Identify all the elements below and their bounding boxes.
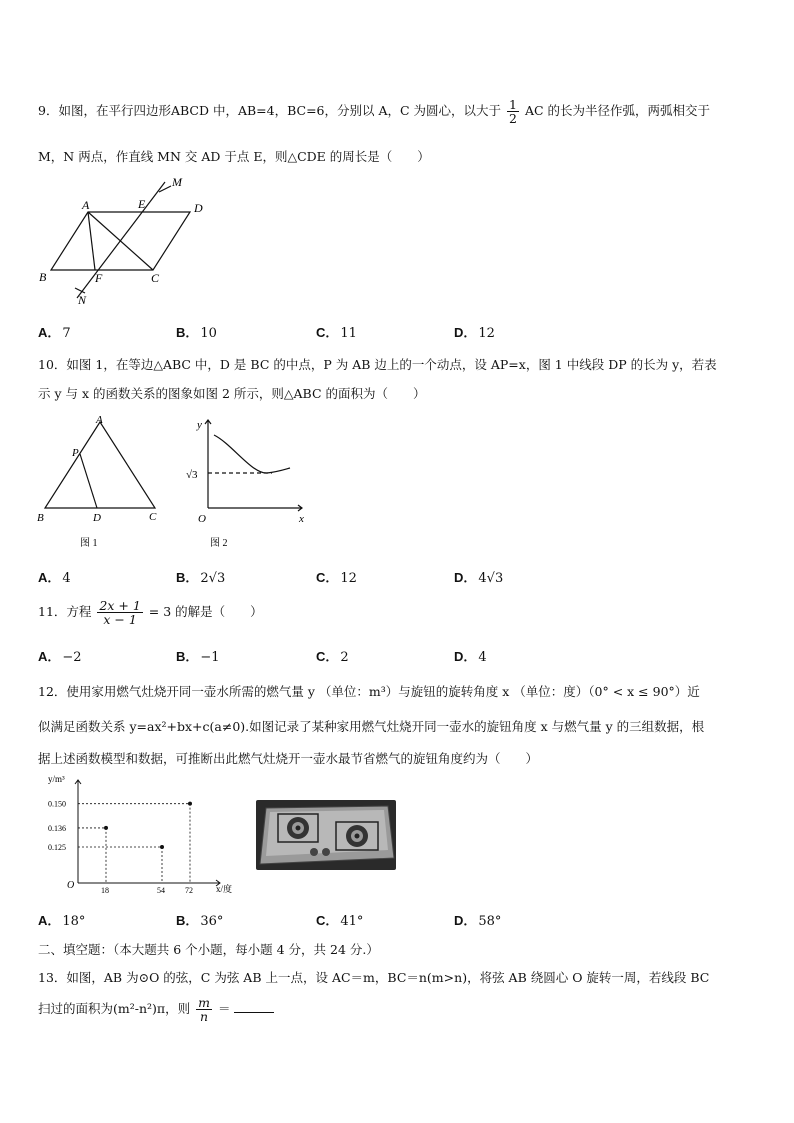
q9-stem-line1 xyxy=(38,98,710,125)
fig1-caption: 图 1 xyxy=(80,538,98,549)
q10-option-c[interactable]: C． 12 xyxy=(316,570,357,586)
label-n: N xyxy=(78,293,87,307)
q12-stem-line1: 12．使用家用燃气灶烧开同一壶水所需的燃气量 y （单位：m³）与旋钮的旋转角度 x （单位：度）（0° < x ≤ 90°）近 xyxy=(38,684,700,699)
q9-text-b: AC 的长为半径作弧，两弧相交于 xyxy=(524,103,711,119)
q11-option-b[interactable]: B． −1 xyxy=(176,649,220,665)
label-c: C xyxy=(151,271,160,285)
section-heading-fill-in: 二、填空题：（本大题共 6 个小题，每小题 4 分，共 24 分.） xyxy=(38,942,379,957)
label-f: F xyxy=(95,271,103,285)
segment-ae-f xyxy=(88,212,95,270)
q12-option-c[interactable]: C． 41° xyxy=(316,913,364,929)
q9-text-a: 9．如图，在平行四边形ABCD 中，AB=4，BC=6，分别以 A，C 为圆心，以大于 xyxy=(38,103,502,119)
fig1-label-a: A xyxy=(96,414,103,426)
q9-option-c[interactable]: C． 11 xyxy=(316,325,357,341)
q13-text-a: 扫过的面积为(m²-n²)π，则 xyxy=(38,1001,191,1017)
q9-stem-line2: M，N 两点，作直线 MN 交 AD 于点 E，则△CDE 的周长是（ ） xyxy=(38,149,430,164)
q13-equals: ＝ xyxy=(217,1001,231,1017)
knob-right-icon xyxy=(322,848,330,856)
label-a: A xyxy=(82,198,90,212)
q9-option-a[interactable]: A． 7 xyxy=(38,325,71,341)
q10-stem-line1: 10．如图 1，在等边△ABC 中，D 是 BC 的中点，P 为 AB 边上的一个动点，设 AP=x，图 1 中线段 DP 的长为 y，若表 xyxy=(38,357,717,372)
fig2-label-y: y xyxy=(197,419,202,431)
q11-stem xyxy=(38,599,263,626)
q10-figure-1 xyxy=(35,412,170,552)
fig2-curve xyxy=(214,435,290,473)
q13-answer-blank[interactable] xyxy=(234,1000,274,1013)
data-point-2 xyxy=(188,802,192,806)
gas-stove-illustration xyxy=(256,800,396,870)
fig2-label-o: O xyxy=(198,513,206,525)
fig1-label-c: C xyxy=(149,511,157,523)
q11-option-c[interactable]: C． 2 xyxy=(316,649,349,665)
q10-figure-2 xyxy=(180,412,315,552)
q11-suffix: = 3 的解是（ ） xyxy=(148,604,263,620)
q11-prefix: 11．方程 xyxy=(38,604,92,620)
fig1-label-d: D xyxy=(93,512,101,524)
fig2-caption: 图 2 xyxy=(210,538,228,549)
fig2-label-sqrt3: √3 xyxy=(186,469,198,481)
q9-parallelogram-figure xyxy=(35,174,220,309)
fig1-label-b: B xyxy=(37,512,44,524)
x-tick-label-2: 72 xyxy=(185,886,193,895)
label-e: E xyxy=(138,197,146,211)
q9-fraction: $\frac{1}{2}$ xyxy=(509,97,517,127)
y-tick-label-0: 0.150 xyxy=(48,799,66,809)
q11-fraction: $\frac{2x + 1}{x - 1}$ xyxy=(99,598,141,628)
q12-option-a[interactable]: A． 18° xyxy=(38,913,86,929)
x-tick-label-0: 18 xyxy=(101,886,109,895)
knob-left-icon xyxy=(310,848,318,856)
q13-stem-line2 xyxy=(38,996,274,1023)
q9-option-b[interactable]: B． 10 xyxy=(176,325,217,341)
label-d: D xyxy=(194,201,203,215)
q12-option-b[interactable]: B． 36° xyxy=(176,913,224,929)
q13-stem-line1: 13．如图，AB 为⊙O 的弦，C 为弦 AB 上一点，设 AC＝m，BC＝n(m>n)，将弦 AB 绕圆心 O 旋转一周，若线段 BC xyxy=(38,970,710,985)
q11-option-d[interactable]: D． 4 xyxy=(454,649,487,665)
fig2-label-x: x xyxy=(299,513,304,525)
q10-stem-line2: 示 y 与 x 的函数关系的图象如图 2 所示，则△ABC 的面积为（ ） xyxy=(38,386,426,401)
fig1-label-p: P xyxy=(72,447,79,459)
chart-origin: O xyxy=(67,880,75,891)
q11-option-a[interactable]: A． −2 xyxy=(38,649,82,665)
y-tick-label-1: 0.136 xyxy=(48,823,66,833)
chart-x-label: x/度 xyxy=(216,884,233,894)
chart-y-label: y/m³ xyxy=(48,774,65,784)
segment-dp xyxy=(80,454,97,508)
label-b: B xyxy=(39,270,47,284)
q13-fraction: $\frac{m}{n}$ xyxy=(198,995,210,1025)
q10-option-a[interactable]: A． 4 xyxy=(38,570,71,586)
x-tick-label-1: 54 xyxy=(157,886,165,895)
q12-scatter-chart xyxy=(40,770,240,895)
q10-option-d[interactable]: D． 4√3 xyxy=(454,570,504,586)
gas-stove-photo xyxy=(256,800,396,870)
data-point-1 xyxy=(160,845,164,849)
q12-stem-line3: 据上述函数模型和数据，可推断出此燃气灶烧开一壶水最节省燃气的旋钮角度约为（ ） xyxy=(38,751,539,766)
q9-option-d[interactable]: D． 12 xyxy=(454,325,495,341)
q12-option-d[interactable]: D． 58° xyxy=(454,913,502,929)
data-point-0 xyxy=(104,826,108,830)
y-tick-label-2: 0.125 xyxy=(48,843,66,852)
equilateral-triangle-abc xyxy=(45,422,155,508)
q10-option-b[interactable]: B． 2√3 xyxy=(176,570,226,586)
label-m: M xyxy=(172,175,182,189)
q12-stem-line2: 似满足函数关系 y=ax²+bx+c(a≠0).如图记录了某种家用燃气灶烧开同一壶水的旋钮角度 x 与燃气量 y 的三组数据，根 xyxy=(38,719,705,734)
